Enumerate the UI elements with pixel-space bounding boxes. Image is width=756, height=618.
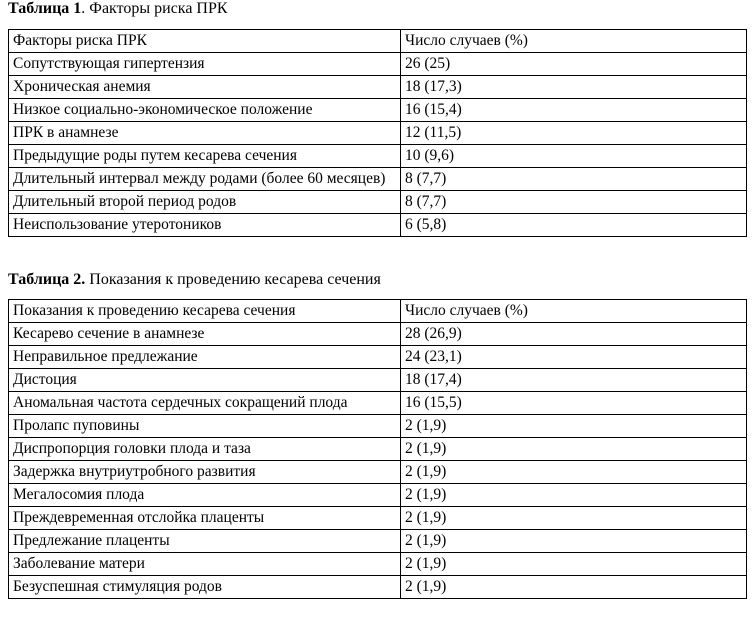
factor-cell: Низкое социально-экономическое положение <box>9 99 401 122</box>
table-row <box>9 191 747 214</box>
table-row <box>9 530 747 553</box>
count-cell: 28 (26,9) <box>401 323 747 346</box>
indication-cell: Преждевременная отслойка плаценты <box>9 507 401 530</box>
header-cell: Число случаев (%) <box>401 30 747 53</box>
count-cell: 8 (7,7) <box>401 191 747 214</box>
table-row <box>9 576 747 599</box>
table-header-row <box>9 30 747 53</box>
table1-caption-label: Таблица 1 <box>8 0 82 17</box>
indication-cell: Неправильное предлежание <box>9 346 401 369</box>
table-row <box>9 392 747 415</box>
table-row <box>9 214 747 237</box>
table2-caption-label: Таблица 2. <box>8 271 86 288</box>
factor-cell: Длительный второй период родов <box>9 191 401 214</box>
count-cell: 2 (1,9) <box>401 438 747 461</box>
table-row <box>9 346 747 369</box>
count-cell: 10 (9,6) <box>401 145 747 168</box>
count-cell: 6 (5,8) <box>401 214 747 237</box>
count-cell: 2 (1,9) <box>401 530 747 553</box>
table-row <box>9 168 747 191</box>
table-row <box>9 461 747 484</box>
risk-factors-table <box>8 29 747 237</box>
count-cell: 2 (1,9) <box>401 576 747 599</box>
table2-caption <box>8 271 381 289</box>
indication-cell: Аномальная частота сердечных сокращений плода <box>9 392 401 415</box>
factor-cell: Хроническая анемия <box>9 76 401 99</box>
count-cell: 16 (15,5) <box>401 392 747 415</box>
table1-caption <box>8 0 228 18</box>
table-row <box>9 553 747 576</box>
count-cell: 8 (7,7) <box>401 168 747 191</box>
table-row <box>9 99 747 122</box>
indication-cell: Диспропорция головки плода и таза <box>9 438 401 461</box>
table-row <box>9 438 747 461</box>
count-cell: 26 (25) <box>401 53 747 76</box>
table-row <box>9 507 747 530</box>
indication-cell: Предлежание плаценты <box>9 530 401 553</box>
indication-cell: Безуспешная стимуляция родов <box>9 576 401 599</box>
count-cell: 2 (1,9) <box>401 415 747 438</box>
table-row <box>9 369 747 392</box>
table2-caption-title: Показания к проведению кесарева сечения <box>85 271 381 288</box>
count-cell: 2 (1,9) <box>401 507 747 530</box>
table-row <box>9 323 747 346</box>
table-row <box>9 145 747 168</box>
table-row <box>9 53 747 76</box>
table-row <box>9 76 747 99</box>
table-row <box>9 484 747 507</box>
indication-cell: Кесарево сечение в анамнезе <box>9 323 401 346</box>
count-cell: 2 (1,9) <box>401 553 747 576</box>
count-cell: 24 (23,1) <box>401 346 747 369</box>
factor-cell: Сопутствующая гипертензия <box>9 53 401 76</box>
indication-cell: Дистоция <box>9 369 401 392</box>
header-cell: Число случаев (%) <box>401 300 747 323</box>
count-cell: 18 (17,4) <box>401 369 747 392</box>
table-header-row <box>9 300 747 323</box>
factor-cell: Длительный интервал между родами (более 60 месяцев) <box>9 168 401 191</box>
table-row <box>9 415 747 438</box>
indication-cell: Задержка внутриутробного развития <box>9 461 401 484</box>
indication-cell: Пролапс пуповины <box>9 415 401 438</box>
header-cell: Факторы риска ПРК <box>9 30 401 53</box>
factor-cell: ПРК в анамнезе <box>9 122 401 145</box>
count-cell: 18 (17,3) <box>401 76 747 99</box>
table-row <box>9 122 747 145</box>
header-cell: Показания к проведению кесарева сечения <box>9 300 401 323</box>
cesarean-indications-table <box>8 299 747 599</box>
count-cell: 2 (1,9) <box>401 484 747 507</box>
indication-cell: Мегалосомия плода <box>9 484 401 507</box>
count-cell: 16 (15,4) <box>401 99 747 122</box>
count-cell: 12 (11,5) <box>401 122 747 145</box>
table1-caption-title: . Факторы риска ПРК <box>81 0 228 17</box>
indication-cell: Заболевание матери <box>9 553 401 576</box>
factor-cell: Предыдущие роды путем кесарева сечения <box>9 145 401 168</box>
factor-cell: Неиспользование утеротоников <box>9 214 401 237</box>
count-cell: 2 (1,9) <box>401 461 747 484</box>
